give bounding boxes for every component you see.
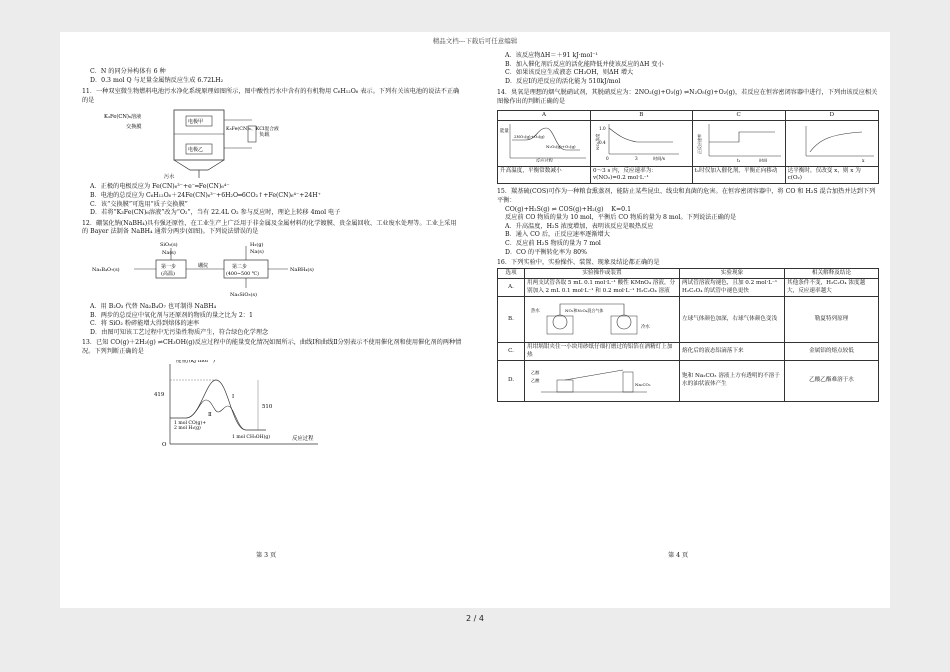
y-axis-label: 能量/(kJ·mol⁻¹) (176, 359, 216, 364)
q16-b-option: B. (498, 296, 525, 342)
d-xlabel: x (861, 158, 865, 162)
q16-c-operation: 用坩埚钳夹住一小块用砂纸仔细打磨过的铝箔在酒精灯上加热 (525, 343, 680, 361)
q14-fig-a (498, 120, 591, 166)
q12-option-a: A．用 B₂O₃ 代替 Na₂B₄O₇ 也可制得 NaBH₄ (90, 302, 217, 310)
q15-option-d: D．CO 的平衡转化率为 80% (505, 248, 587, 256)
q16-head-operation: 实验操作或装置 (525, 268, 680, 278)
label-h2: H₂(g) (250, 241, 264, 248)
q16-a-option: A. (498, 279, 525, 297)
c-t1: t₁ (736, 157, 741, 162)
q11-option-d: D．若将“K₃Fe(CN)₆溶液”改为“O₂”，当有 22.4L O₂ 参与反应时，理论上转移 4mol 电子 (90, 209, 341, 217)
label-wastewater: 污水 (164, 174, 175, 181)
q13-option-b: B．加入催化剂后反应的活化能降低并使该反应的ΔH 变小 (505, 60, 664, 68)
q16-row-c (498, 343, 879, 361)
label-na2: Na(s) (250, 248, 264, 255)
label-sio2: SiO₂(s) (160, 241, 178, 248)
label-carbonate: Na₂CO₃ (635, 382, 651, 388)
a-product: N₂O₅(g)+O₂(g) (546, 143, 576, 149)
q10-option-d: D．0.3 mol Q 与足量金属钠反应生成 6.72LH₂ (90, 76, 224, 84)
q16-row-d (498, 361, 879, 401)
x-axis-label: 反应过程 (292, 435, 314, 442)
q16-d-phenomenon: 饱和 Na₂CO₃ 溶液上方有透明的不溶于水的油状液体产生 (680, 361, 785, 401)
label-reactant-1: 1 mol CO(g)+ (174, 420, 207, 426)
question-13: 13．已知 CO(g)＋2H₂(g) ⇌CH₃OH(g)反应过程中的能量变化情况如图所示，曲线Ⅰ和曲线Ⅱ分别表示不使用催化剂和使用催化剂的两种情况。下列判断正确的是 (82, 339, 462, 355)
b-y-high: 1.0 (599, 125, 606, 131)
fuel-cell-diagram (82, 108, 302, 180)
q15-option-c: C．反应前 H₂S 物质的量为 7 mol (505, 239, 601, 247)
label-kfe: K₃Fe(CN)₆溶液 (104, 114, 142, 121)
q14-head-d: D (785, 110, 878, 120)
q16-head-phenomenon: 实验现象 (680, 268, 785, 278)
q13-figure (82, 360, 462, 448)
q16-b-apparatus (525, 296, 680, 342)
q14-head-b: B (591, 110, 693, 120)
q15-option-a: A．升高温度，H₂S 浓度增加，表明该反应是吸热反应 (505, 222, 654, 230)
q11-option-c: C．该“交换膜”可选用“质子交换膜” (90, 200, 188, 208)
label-membrane: 交换膜 (126, 124, 142, 131)
q16-table (497, 268, 879, 402)
page-number-indicator: 2 / 4 (466, 614, 484, 623)
q16-c-option: C. (498, 343, 525, 361)
energy-profile-diagram (82, 360, 322, 448)
q11-figure (82, 108, 462, 180)
label-hot-water: 热水 (531, 308, 540, 314)
a-ylabel: 能量 (500, 128, 509, 134)
page-header: 精品文档---下载后可任意编辑 (432, 37, 518, 45)
q16-d-apparatus (525, 361, 680, 401)
question-14: 14．臭氧是理想的烟气脱硝试剂，其脱硝反应为：2NO₂(g)+O₃(g) ⇌N₂O₅(g)+O₂(g)，若反应在恒容密闭容器中进行，下列由该反应相关图像作出的判断正确的是 (497, 89, 878, 105)
q14-fig-b (591, 120, 693, 166)
label-reactant-2: 2 mol H₂(g) (174, 425, 201, 431)
label-borax: Na₂B₄O₇(s) (92, 266, 120, 273)
label-gas-mixture: NO₂和N₂O₄混合气体 (565, 307, 604, 313)
label-step2: 第二步 (232, 263, 248, 270)
document-sheet (60, 32, 890, 608)
label-borane: 硼烷 (198, 262, 209, 269)
b-y-low: 0.4 (599, 139, 606, 145)
a-reactant: 2NO₂(g)+O₃(g) (514, 133, 545, 139)
label-curve-1: Ⅰ (232, 393, 235, 400)
q13-option-d: D．反应Ⅰ的逆反应的活化能为 510kJ/mol (505, 77, 621, 85)
q14-head-c: C (692, 110, 785, 120)
q16-b-conclusion: 勒夏特列原理 (785, 296, 879, 342)
right-page-footer: 第 4 页 (668, 552, 689, 559)
q14-fig-d (785, 120, 878, 166)
no2-flask-apparatus (527, 298, 667, 338)
b-x-zero: 0 (606, 155, 609, 161)
q14-text-c: t₁时仅加入催化剂，平衡正向移动 (692, 166, 785, 183)
q16-d-option: D. (498, 361, 525, 401)
a-xlabel: 反应过程 (536, 157, 553, 162)
q16-a-phenomenon: 两试管溶液均褪色，且加 0.2 mol·L⁻¹ H₂C₂O₄ 的试管中褪色更快 (680, 279, 785, 297)
funnel (174, 160, 224, 170)
right-column (497, 46, 879, 402)
c-xlabel: 时间 (758, 157, 768, 162)
q12-figure (82, 240, 462, 300)
q14-chart-a (500, 122, 588, 162)
q16-a-operation: 用两支试管各取 5 mL 0.1 mol·L⁻¹ 酸性 KMnO₄ 溶液，分别加入 2 mL 0.1 mol·L⁻¹ 和 0.2 mol·L⁻¹ H₂C₂O₄ 溶液 (525, 279, 680, 297)
q14-figure-row (498, 120, 879, 166)
q16-head-option: 选项 (498, 268, 525, 278)
q14-text-b: 0～3 s 内，反应速率为：v(NO₂)=0.2 mol·L⁻¹ (591, 166, 693, 183)
q16-row-a (498, 279, 879, 297)
q14-fig-c (692, 120, 785, 166)
q16-b-phenomenon: 左球气体颜色加深，右球气体颜色变浅 (680, 296, 785, 342)
b-x-three: 3 (635, 155, 638, 161)
left-page-footer: 第 3 页 (256, 552, 277, 559)
label-step2-cond: (400~500 ℃) (226, 271, 259, 277)
q16-header-row (498, 268, 879, 278)
label-mixture: K₃Fe(CN)₆、KCl混合液 (226, 127, 279, 133)
q14-text-a: 升高温度，平衡常数减小 (498, 166, 591, 183)
q16-d-conclusion: 乙酸乙酯难溶于水 (785, 361, 879, 401)
question-12: 12．硼氢化钠(NaBH₄)具有强还原性，在工业生产上广泛用于非金属及金属材料的化学镀膜、贵金属回收、工业废水处理等。工业上采用的 Bayer 法制备 NaBH₄ 通常分两步(如图)。下列说法错误的是 (82, 219, 457, 236)
q15-option-b: B．通入 CO 后，正反应速率逐渐增大 (505, 231, 610, 239)
label-acetic-acid: 乙酸 (531, 378, 540, 384)
question-15: 15．羰基硫(COS)可作为一种粮食熏蒸剂，能防止某些昆虫、线虫和真菌的危害。在恒容密闭容器中，将 CO 和 H₂S 混合加热并达到下列平衡： (497, 188, 876, 204)
label-nabh4: NaBH₄(s) (290, 266, 314, 273)
q14-text-d: 达平衡时，仅改变 x，则 x 为 c(O₂) (785, 166, 878, 183)
label-419: 419 (154, 391, 165, 398)
q12-option-b: B．两步的总反应中氧化剂与还原剂的物质的量之比为 2：1 (90, 311, 253, 319)
ester-apparatus (527, 362, 667, 396)
q16-head-conclusion: 相关解释及结论 (785, 268, 879, 278)
label-curve-2: Ⅱ (208, 411, 212, 418)
label-product: 1 mol CH₃OH(g) (232, 434, 271, 440)
question-16: 16．下列实验中，实验操作、装置、现象及结论都正确的是 (497, 259, 660, 267)
q14-chart-c (695, 122, 783, 162)
label-na2sio3: Na₂SiO₃(s) (230, 291, 257, 298)
q12-option-c: C．将 SiO₂ 粉碎能增大得到熔体的速率 (90, 320, 200, 328)
question-11: 11．一种双室微生物燃料电池污水净化系统原理如图所示，图中酸性污水中含有的有机物用 C₆H₁₂O₆ 表示。下列有关该电池的说法不正确的是 (82, 88, 460, 104)
label-step1: 第一步 (161, 263, 177, 270)
c-ylabel: 正反应速率 (696, 133, 702, 154)
label-electrode-a: 电极甲 (188, 119, 204, 126)
q16-c-conclusion: 金属铝的熔点较低 (785, 343, 879, 361)
q13-option-c: C．如果该反应生成液态 CH₃OH，则ΔH 增大 (505, 69, 634, 77)
label-load: 负载 (259, 132, 270, 139)
q13-option-a: A．该反应物ΔH＝＋91 kJ·mol⁻¹ (505, 52, 598, 59)
q14-text-row (498, 166, 879, 183)
label-origin: O (162, 441, 167, 448)
q11-option-b: B．电池的总反应为 C₆H₁₂O₆＋24Fe(CN)₆³⁻+6H₂O═6CO₂↑+Fe(CN)₆⁴⁻+24H⁺ (90, 191, 321, 199)
q15-equation: CO(g)+H₂S(g) ⇌ COS(g)+H₂(g) K=0.1 (505, 205, 632, 213)
q14-options-table (497, 110, 879, 185)
q14-chart-b (593, 122, 681, 162)
q12-option-d: D．由图可知该工艺过程中无污染性物质产生，符合绿色化学理念 (90, 328, 269, 336)
q14-head-a: A (498, 110, 591, 120)
b-xlabel: 时间/s (653, 155, 665, 161)
label-cold-water: 冷水 (641, 324, 650, 330)
label-ethanol: 乙醇 (531, 370, 540, 376)
left-column (82, 46, 462, 451)
q10-option-c: C．N 的同分异构体有 6 种 (90, 68, 166, 75)
label-na1: Na(s) (162, 249, 176, 256)
bayer-process-diagram (82, 240, 342, 300)
label-step1-cond: (高温) (161, 270, 175, 277)
label-electrode-b: 电极乙 (188, 147, 204, 154)
b-ylabel: NO₂浓度 (595, 133, 600, 150)
label-510: 510 (262, 403, 273, 410)
q16-a-conclusion: 其他条件不变，H₂C₂O₄ 浓度越大，反应速率越大 (785, 279, 879, 297)
q14-chart-d (788, 122, 876, 162)
q15-condition: 反应前 CO 物质的量为 10 mol，平衡后 CO 物质的量为 8 mol。下列说法正确的是 (505, 214, 737, 222)
q16-c-phenomenon: 熔化后的液态铝滴落下来 (680, 343, 785, 361)
q11-option-a: A．正极的电极反应为 Fe(CN)₆³⁻+e⁻═Fe(CN)₆⁴⁻ (90, 183, 230, 191)
q16-row-b (498, 296, 879, 342)
q14-header-row (498, 110, 879, 120)
